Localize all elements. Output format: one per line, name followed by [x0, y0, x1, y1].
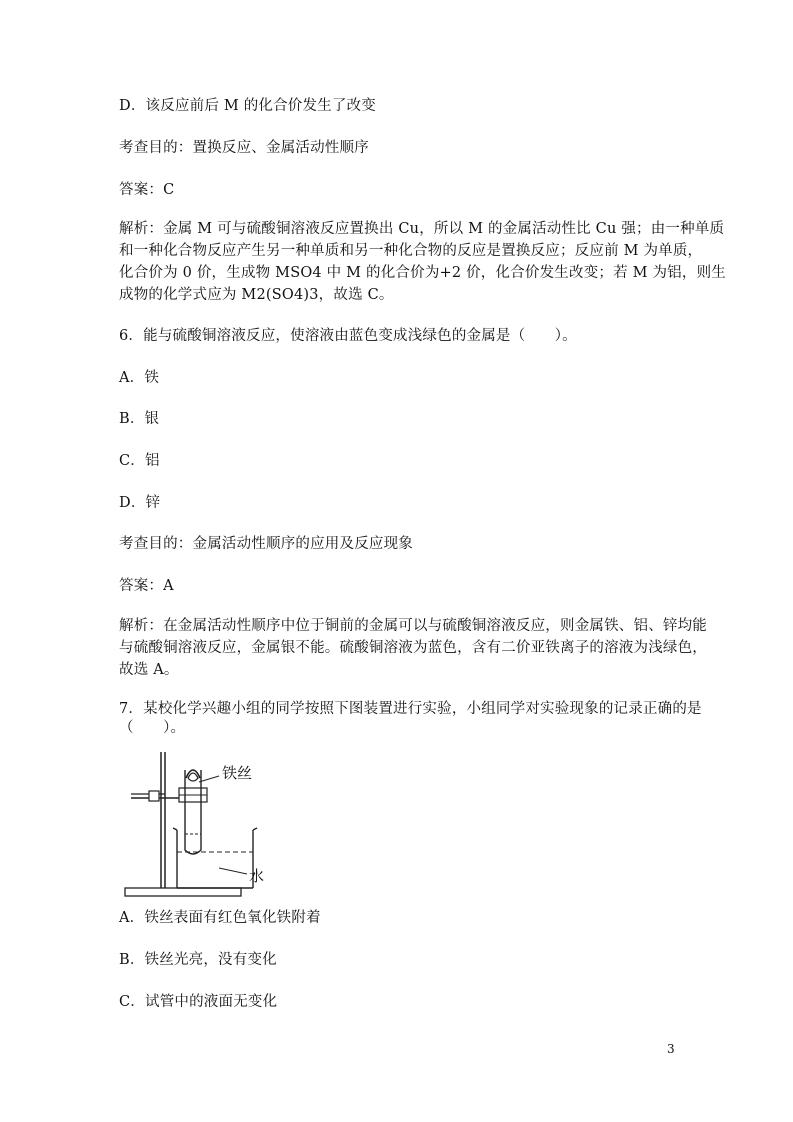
q5-analysis-line: 化合价为 0 价，生成物 MSO4 中 M 的化合价为+2 价，化合价发生改变；若 M 为铝，则生 [119, 265, 726, 281]
q7-option-b: B．铁丝光亮，没有变化 [119, 952, 277, 968]
q6-purpose: 考查目的：金属活动性顺序的应用及反应现象 [119, 536, 413, 552]
q6-stem: 6．能与硫酸铜溶液反应，使溶液由蓝色变成浅绿色的金属是（ ）。 [119, 328, 577, 344]
q6-option-a: A．铁 [119, 370, 160, 386]
q5-analysis-line: 成物的化学式应为 M2(SO4)3，故选 C。 [119, 287, 394, 303]
clamp-screw [149, 791, 159, 801]
water-label-leader [219, 868, 247, 874]
q5-purpose: 考查目的：置换反应、金属活动性顺序 [119, 140, 369, 156]
q7-option-c: C．试管中的液面无变化 [119, 994, 278, 1010]
page-number: 3 [667, 1042, 675, 1056]
q5-analysis-line: 解析：金属 M 可与硫酸铜溶液反应置换出 Cu，所以 M 的金属活动性比 Cu 强；由一种单质 [119, 221, 725, 237]
q7-stem-line: 7．某校化学兴趣小组的同学按照下图装置进行实验，小组同学对实验现象的记录正确的是 [119, 701, 702, 717]
q5-analysis [119, 218, 726, 306]
wire-label-leader [199, 776, 219, 782]
q5-analysis-line: 和一种化合物反应产生另一种单质和另一种化合物的反应是置换反应；反应前 M 为单质， [119, 243, 703, 259]
q6-option-b: B．银 [119, 411, 160, 427]
q6-analysis-line: 解析：在金属活动性顺序中位于铜前的金属可以与硫酸铜溶液反应，则金属铁、铝、锌均能 [119, 618, 707, 634]
q7-stem-line: （ ）。 [119, 720, 186, 736]
q7-option-a: A．铁丝表面有红色氧化铁附着 [119, 910, 321, 926]
q6-answer: 答案：A [119, 578, 174, 594]
q5-option-d: D．该反应前后 M 的化合价发生了改变 [119, 98, 376, 114]
q6-option-d: D．锌 [119, 495, 161, 511]
stand-base [125, 888, 241, 896]
label-water: 水 [249, 867, 265, 885]
apparatus-figure [119, 748, 279, 898]
q6-option-c: C．铝 [119, 453, 160, 469]
q6-analysis-line: 故选 A。 [119, 662, 179, 678]
q6-analysis [119, 615, 707, 681]
label-iron-wire: 铁丝 [222, 764, 253, 782]
q5-answer: 答案：C [119, 182, 175, 198]
q6-analysis-line: 与硫酸铜溶液反应，金属银不能。硫酸铜溶液为蓝色，含有二价亚铁离子的溶液为浅绿色， [119, 640, 707, 656]
q7-stem [119, 700, 702, 738]
test-tube [185, 770, 201, 854]
